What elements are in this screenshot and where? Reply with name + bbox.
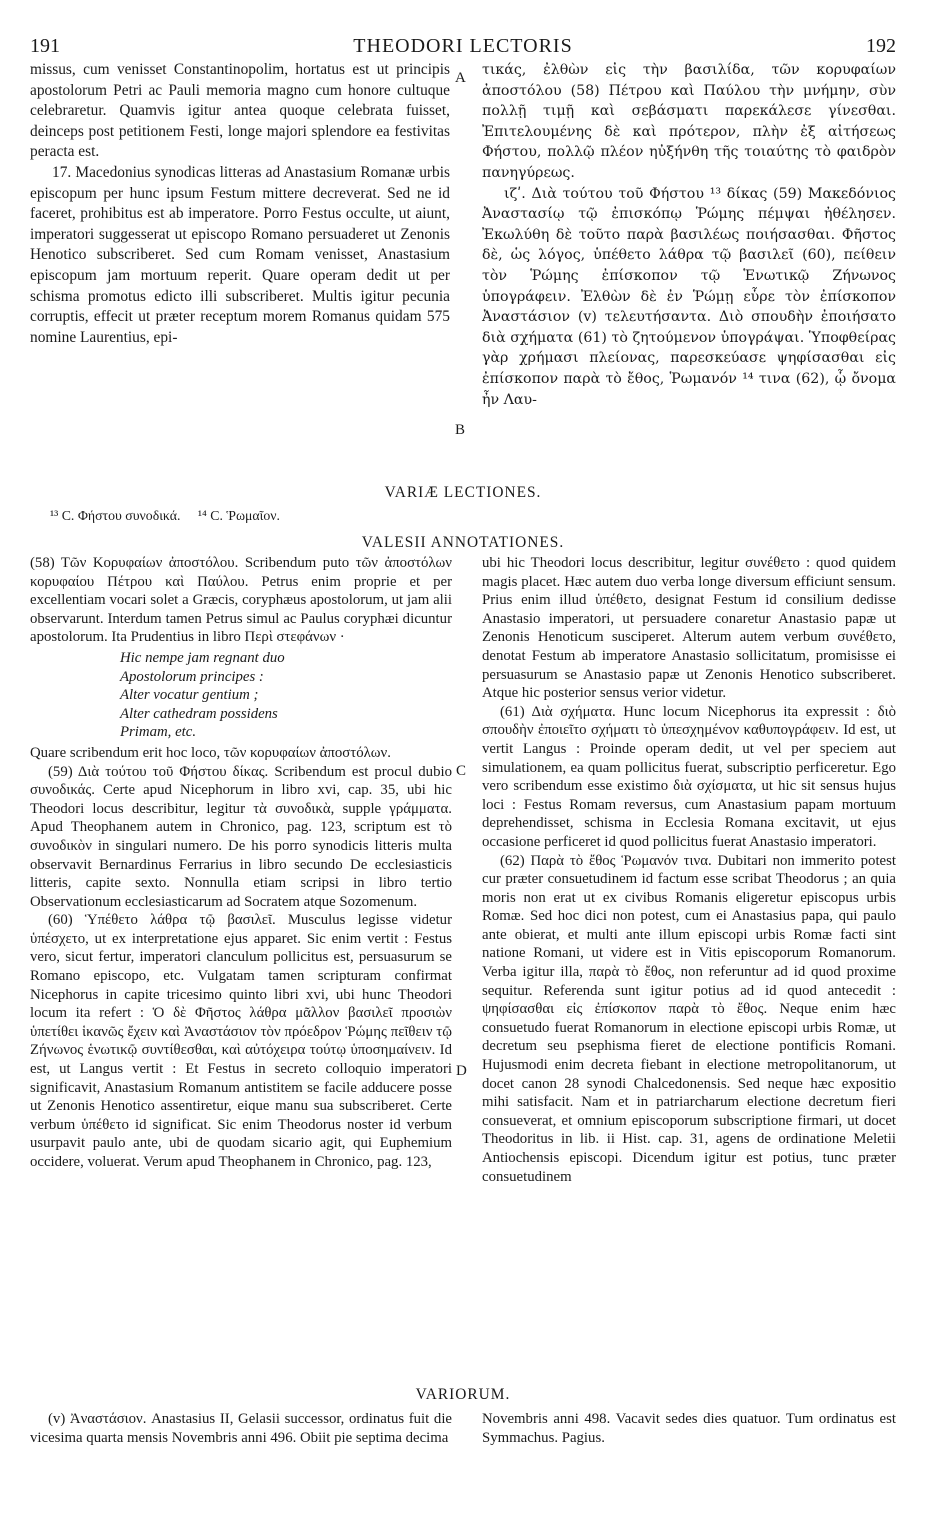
variae-lectiones — [50, 508, 294, 524]
margin-marker-c: C — [456, 763, 467, 779]
variorum-right-column — [482, 1410, 896, 1447]
annotations-right-column — [482, 554, 896, 1186]
verse-line: Apostolorum principes : — [120, 668, 264, 685]
note-v: (v) Ἀναστάσιον. Anastasius II, Gelasii successor, ordinatus fuit die vicesima quarta mensis Novembris anni 496. Obiit pie septima decima — [30, 1411, 452, 1446]
running-head — [30, 34, 896, 58]
greek-paragraph: ιζʹ. Διὰ τούτου τοῦ Φήστου ¹³ δίκας (59) Μακεδόνιος Ἀναστασίῳ τῷ ἐπισκόπῳ Ῥώμης πέμψαι ἠθέλησεν. Ἐκωλύθη δὲ τοῦτο παρὰ βασιλέως ποιήσασθαι. Φῆστος δὲ, ὡς λόγος, ὑπέθετο λάθρα τῷ βασιλεῖ (60), πείθειν τὸν Ῥώμης ἐπίσκοπον τῷ Ἑνωτικῷ Ζήνωνος ὑπογράφειν. Ἐλθὼν δὲ ἐν Ῥώμῃ εὗρε τὸν ἐπίσκοπον Ἀναστάσιον (v) τελευτήσαντα. Διὸ σπουδὴν ἐποιήσατο διὰ σχήματα (61) τὸ ζητούμενον ὑπογράψαι. Ὑποφθείρας γὰρ χρήμασι πλείονας, παρεσκεύασε ψηφίσασθαι εἰς ἐπίσκοπον παρὰ τὸ ἔθος, Ῥωμανόν ¹⁴ τινα (62), ᾧ ὄνομα ἦν Λαυ- — [482, 185, 896, 408]
note-60-continued: ubi hic Theodori locus describitur, legitur συνέθετο : quod quidem magis placet. Hæc autem duo verba longe diversum efficiunt sensum. Prius enim illud ὑπέθετο, designat Festum id consilium dedisse Anastasio imperatori, ut persuadere conaretur Anastasio papæ ut Zenonis Henoticum susciperet. Alterum autem verbum συνέθετο, denotat Festum ab imperatore Anastasio sollicitatum, promisisse ei persuasurum se Anastasio papæ ut Zenonis Henotico subscriberet. Atque hic posterior sensus verior videtur. — [482, 555, 896, 702]
latin-column — [30, 60, 450, 348]
greek-column — [482, 60, 896, 410]
verse-line: Alter cathedram possidens — [120, 705, 278, 722]
note-v-continued: Novembris anni 498. Vacavit sedes dies quatuor. Tum ordinatus est Symmachus. Pagius. — [482, 1411, 896, 1446]
valesii-annotations — [30, 554, 896, 1382]
greek-paragraph: τικάς, ἐλθὼν εἰς τὴν βασιλίδα, τῶν κορυφαίων ἀποστόλου (58) Πέτρου καὶ Παύλου τὴν μνήμην, σὺν πολλῇ τιμῇ καὶ σεβάσματι παρεκάλεσε γίνεσθαι. Ἐπιτελουμένης δὲ καὶ πρότερον, πλὴν ἐξ αἰτήσεως Φήστου, πολλῷ πλέον ηὐξήνθη τῆς τοιαύτης τὸ φαιδρὸν πανηγύρεως. — [482, 62, 896, 181]
note-62: (62) Παρὰ τὸ ἔθος Ῥωμανόν τινα. Dubitari non immerito potest cur præter consuetudinem id factum esse scribat Theodorus ; an quia moris non erat ut ex civibus Romanis eligeretur episcopus urbis Romæ. Sed hoc dici non potest, cum ei Anastasius papa, qui paulo ante obierat, et multi ante illum episcopi urbis Romæ facti sint natione Romani, ut videre est in Vitis episcoporum Romanorum. Verba igitur illa, παρὰ τὸ ἔθος, non referuntur ad id quod proxime sequitur. Referenda sunt igitur potius ad id quod antecedit : ψηφίσασθαι εἰς ἐπίσκοπον παρὰ τὸ ἔθος. Neque enim hæc consuetudo fuerat Romanorum in electione episcopi urbis Romæ, ut decretum seu psephisma fieret de electione pontificis Romani. Hujusmodi enim decreta fiebant in electione metropolitanorum, ut docet canon 28 synodi Chalcedonensis. Sed neque hæc expositio mihi satisfacit. Nam et in patriarcharum electione decretum fieri consueverat, et omnium episcoporum subscriptione firmari, ut docet Theodoritus in lib. ii Hist. cap. 31, agens de ordinatione Meletii Antiochensis episcopi. Dicendum igitur est potius, tunc præter consuetudinem — [482, 852, 896, 1185]
note-61: (61) Διὰ σχήματα. Hunc locum Nicephorus ita expressit : διὸ σπουδὴν ἐποιεῖτο σχήματι τὸ ὑπεσχημένον καθυπογράφειν. Id est, ut vertit Langus : Proinde operam dedit, ut vel per speciem aut simulationem, ea quam pollicitus fuerat, subscriptio perficeretur. Ego vero scribendum esse existimo διὰ σχίσματα, ut hic sit sensus hujus loci : Festus Romam reversus, cum Anastasium papam mortuum deprehendisset, schisma in Ecclesia Romana excitavit, ut ejus occasione perficeret id quod pollicitus fuerat Anastasio imperatori. — [482, 703, 896, 850]
variant-reading: ¹³ C. Φήστου συνοδικά. — [50, 508, 181, 523]
variorum-left-column — [30, 1410, 452, 1447]
latin-paragraph: missus, cum venisset Constantinopolim, hortatus est ut principis apostolorum Petri ac Pauli memoria magno cum honore cultuque celebraretur. Quamvis igitur antea quoque celebrata fuisset, deinceps post petitionem Festi, longe majori splendore ea festivitas peracta est. — [30, 61, 450, 161]
page-number-right: 192 — [866, 35, 896, 57]
note-58: (58) Τῶν Κορυφαίων ἀποστόλου. Scribendum puto τῶν ἀποστόλων κορυφαίου Πέτρου καὶ Παύλου. Petrus enim proprie et per excellentiam vocari solet a Græcis, coryphæus apostolorum, ut jam alii observarunt. Interdum tamen Petrus simul ac Paulus coryphæi dicuntur apostolorum. Ita Prudentius in libro Περὶ στεφάνων · — [30, 555, 452, 646]
prudentius-verse — [120, 649, 452, 742]
valesii-heading: VALESII ANNOTATIONES. — [361, 534, 565, 551]
margin-marker-b: B — [455, 422, 466, 438]
verse-line: Hic nempe jam regnant duo — [120, 649, 285, 666]
variorum-heading: VARIORUM. — [415, 1386, 511, 1403]
page-number-left: 191 — [30, 35, 60, 57]
main-text — [30, 60, 896, 477]
margin-marker-d: D — [456, 1063, 467, 1079]
page-title: THEODORI LECTORIS — [353, 35, 573, 57]
annotations-left-column — [30, 554, 452, 1172]
margin-marker-a: A — [455, 70, 466, 86]
variant-reading: ¹⁴ C. Ῥωμαῖον. — [197, 508, 280, 523]
verse-line: Primam, etc. — [120, 724, 197, 741]
note-58-conclusion: Quare scribendum erit hoc loco, τῶν κορυφαίων ἀποστόλων. — [30, 744, 391, 761]
note-60: (60) Ὑπέθετο λάθρα τῷ βασιλεῖ. Musculus legisse videtur ὑπέσχετο, ut ex interpretatione ejus apparet. Sic enim vertit : Festus vero, sicut fertur, imperatori clanculum pollicitus est, persuasurum se Romano episcopo, etc. Vulgatam tamen scripturam confirmat Nicephorus in capite tricesimo quinto libri xvi, ubi hunc Theodori locum ita refert : Ὁ δὲ Φῆστος λάθρα μᾶλλον βασιλεῖ προσιὼν ὑπετίθει ἱκανῶς ἔχειν καὶ Ἀναστάσιον τὸν πρόεδρον Ῥώμης πεῖθειν τῷ Ζήνωνος ἑνωτικῷ συντίθεσθαι, καὶ αὐτόχειρα τούτῳ ὑποσημαίνειν. Id est, ut Langus vertit : Et Festus in secreto colloquio imperatori significavit, Anastasium Romanum antistitem se facile adducere posse ut Zenonis Henotico assentiretur, eique manu sua subscriberet. Certe verbum ὑπέθετο id significat. Sic enim Theodorus noster id verbum usurpavit paulo ante, ubi de quodam sicario agit, qui Euphemium occidere, voluerat. Verum apud Theophanem in Chronico, pag. 123, — [30, 912, 452, 1170]
verse-line: Alter vocatur gentium ; — [120, 687, 259, 704]
latin-paragraph: 17. Macedonius synodicas litteras ad Anastasium Romanæ urbis episcopum per hunc ipsum Festum mittere decreverat. Sed ne id faceret, prohibitus est ab imperatore. Porro Festus occulte, ut aiunt, imperatori suggesserat ut episcopo Romano persuaderet ut Zenonis Henotico subscriberet. Sed cum Romam venisset, Anastasium episcopum jam mortuum reperit. Quare operam dedit ut per schisma promotus edicto illi subscriberet. Multis igitur pecunia corruptis, effecit ut præter receptum morem Romanus quidam 575 nomine Laurentius, epi- — [30, 163, 450, 346]
variae-lectiones-heading: VARIÆ LECTIONES. — [384, 484, 542, 501]
note-59: (59) Διὰ τούτου τοῦ Φήστου δίκας. Scribendum est procul dubio συνοδικάς. Certe apud Nicephorum in libro xvi, cap. 35, ubi hic Theodori locus describitur, legitur τὰ συνοδικὰ, supple γράμματα. Apud Theophanem autem in Chronico, pag. 123, scriptum est τὸ συνοδικὸν in singulari numero. De his porro synodicis litteris multa observavit Bernardinus Ferrarius in libro secundo De ecclesiasticis litteris, capite sexto. Nonnulla etiam scripsi in libro tertio Observationum ecclesiasticarum ad Socratem atque Sozomenum. — [30, 763, 452, 910]
